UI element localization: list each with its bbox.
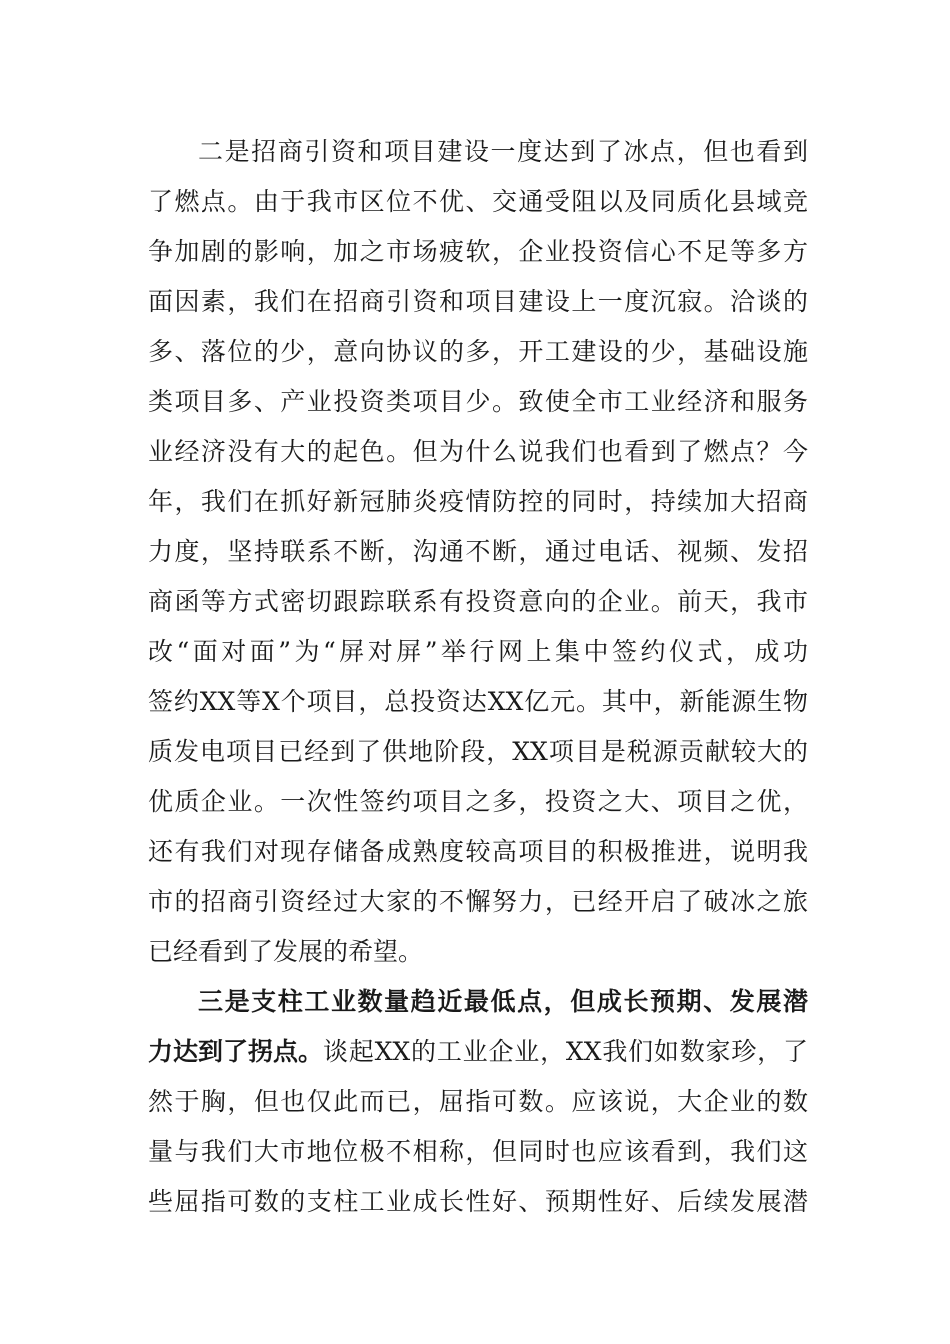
paragraph-line: 争加剧的影响，加之市场疲软，企业投资信心不足等多方	[148, 237, 808, 266]
paragraph-line: 些屈指可数的支柱工业成长性好、预期性好、后续发展潜	[148, 1187, 808, 1216]
paragraph-line: 类项目多、产业投资类项目少。致使全市工业经济和服务	[148, 387, 808, 416]
paragraph-line: 了燃点。由于我市区位不优、交通受阻以及同质化县域竞	[148, 187, 808, 216]
section-heading: 三是支柱工业数量趋近最低点，但成长预期、发展潜	[198, 987, 808, 1016]
paragraph-line: 业经济没有大的起色。但为什么说我们也看到了燃点？今	[148, 437, 808, 466]
paragraph-line: 还有我们对现存储备成熟度较高项目的积极推进，说明我	[148, 837, 808, 866]
paragraph-line: 多、落位的少，意向协议的多，开工建设的少，基础设施	[148, 337, 808, 366]
paragraph-line: 质发电项目已经到了供地阶段，XX项目是税源贡献较大的	[148, 737, 808, 766]
paragraph-line: 市的招商引资经过大家的不懈努力，已经开启了破冰之旅	[148, 887, 808, 916]
paragraph-line: 面因素，我们在招商引资和项目建设上一度沉寂。洽谈的	[148, 287, 808, 316]
paragraph-line: 二是招商引资和项目建设一度达到了冰点，但也看到	[198, 137, 808, 166]
paragraph-line: 然于胸，但也仅此而已，屈指可数。应该说，大企业的数	[148, 1087, 808, 1116]
paragraph-line: 量与我们大市地位极不相称，但同时也应该看到，我们这	[148, 1137, 808, 1166]
paragraph-line	[148, 1027, 808, 1077]
paragraph-line: 年，我们在抓好新冠肺炎疫情防控的同时，持续加大招商	[148, 487, 808, 516]
paragraph-line: 已经看到了发展的希望。	[148, 937, 424, 966]
paragraph-line: 商函等方式密切跟踪联系有投资意向的企业。前天，我市	[148, 587, 808, 616]
section-heading-tail: 力达到了拐点。	[148, 1037, 324, 1066]
paragraph-line-rest: 谈起XX的工业企业，XX我们如数家珍，了	[323, 1037, 808, 1066]
paragraph-line: 优质企业。一次性签约项目之多，投资之大、项目之优，	[148, 787, 808, 816]
paragraph-line: 改“面对面”为“屏对屏”举行网上集中签约仪式，成功	[148, 637, 808, 666]
paragraph-line: 签约XX等X个项目，总投资达XX亿元。其中，新能源生物	[148, 687, 808, 716]
paragraph-line: 力度，坚持联系不断，沟通不断，通过电话、视频、发招	[148, 537, 808, 566]
